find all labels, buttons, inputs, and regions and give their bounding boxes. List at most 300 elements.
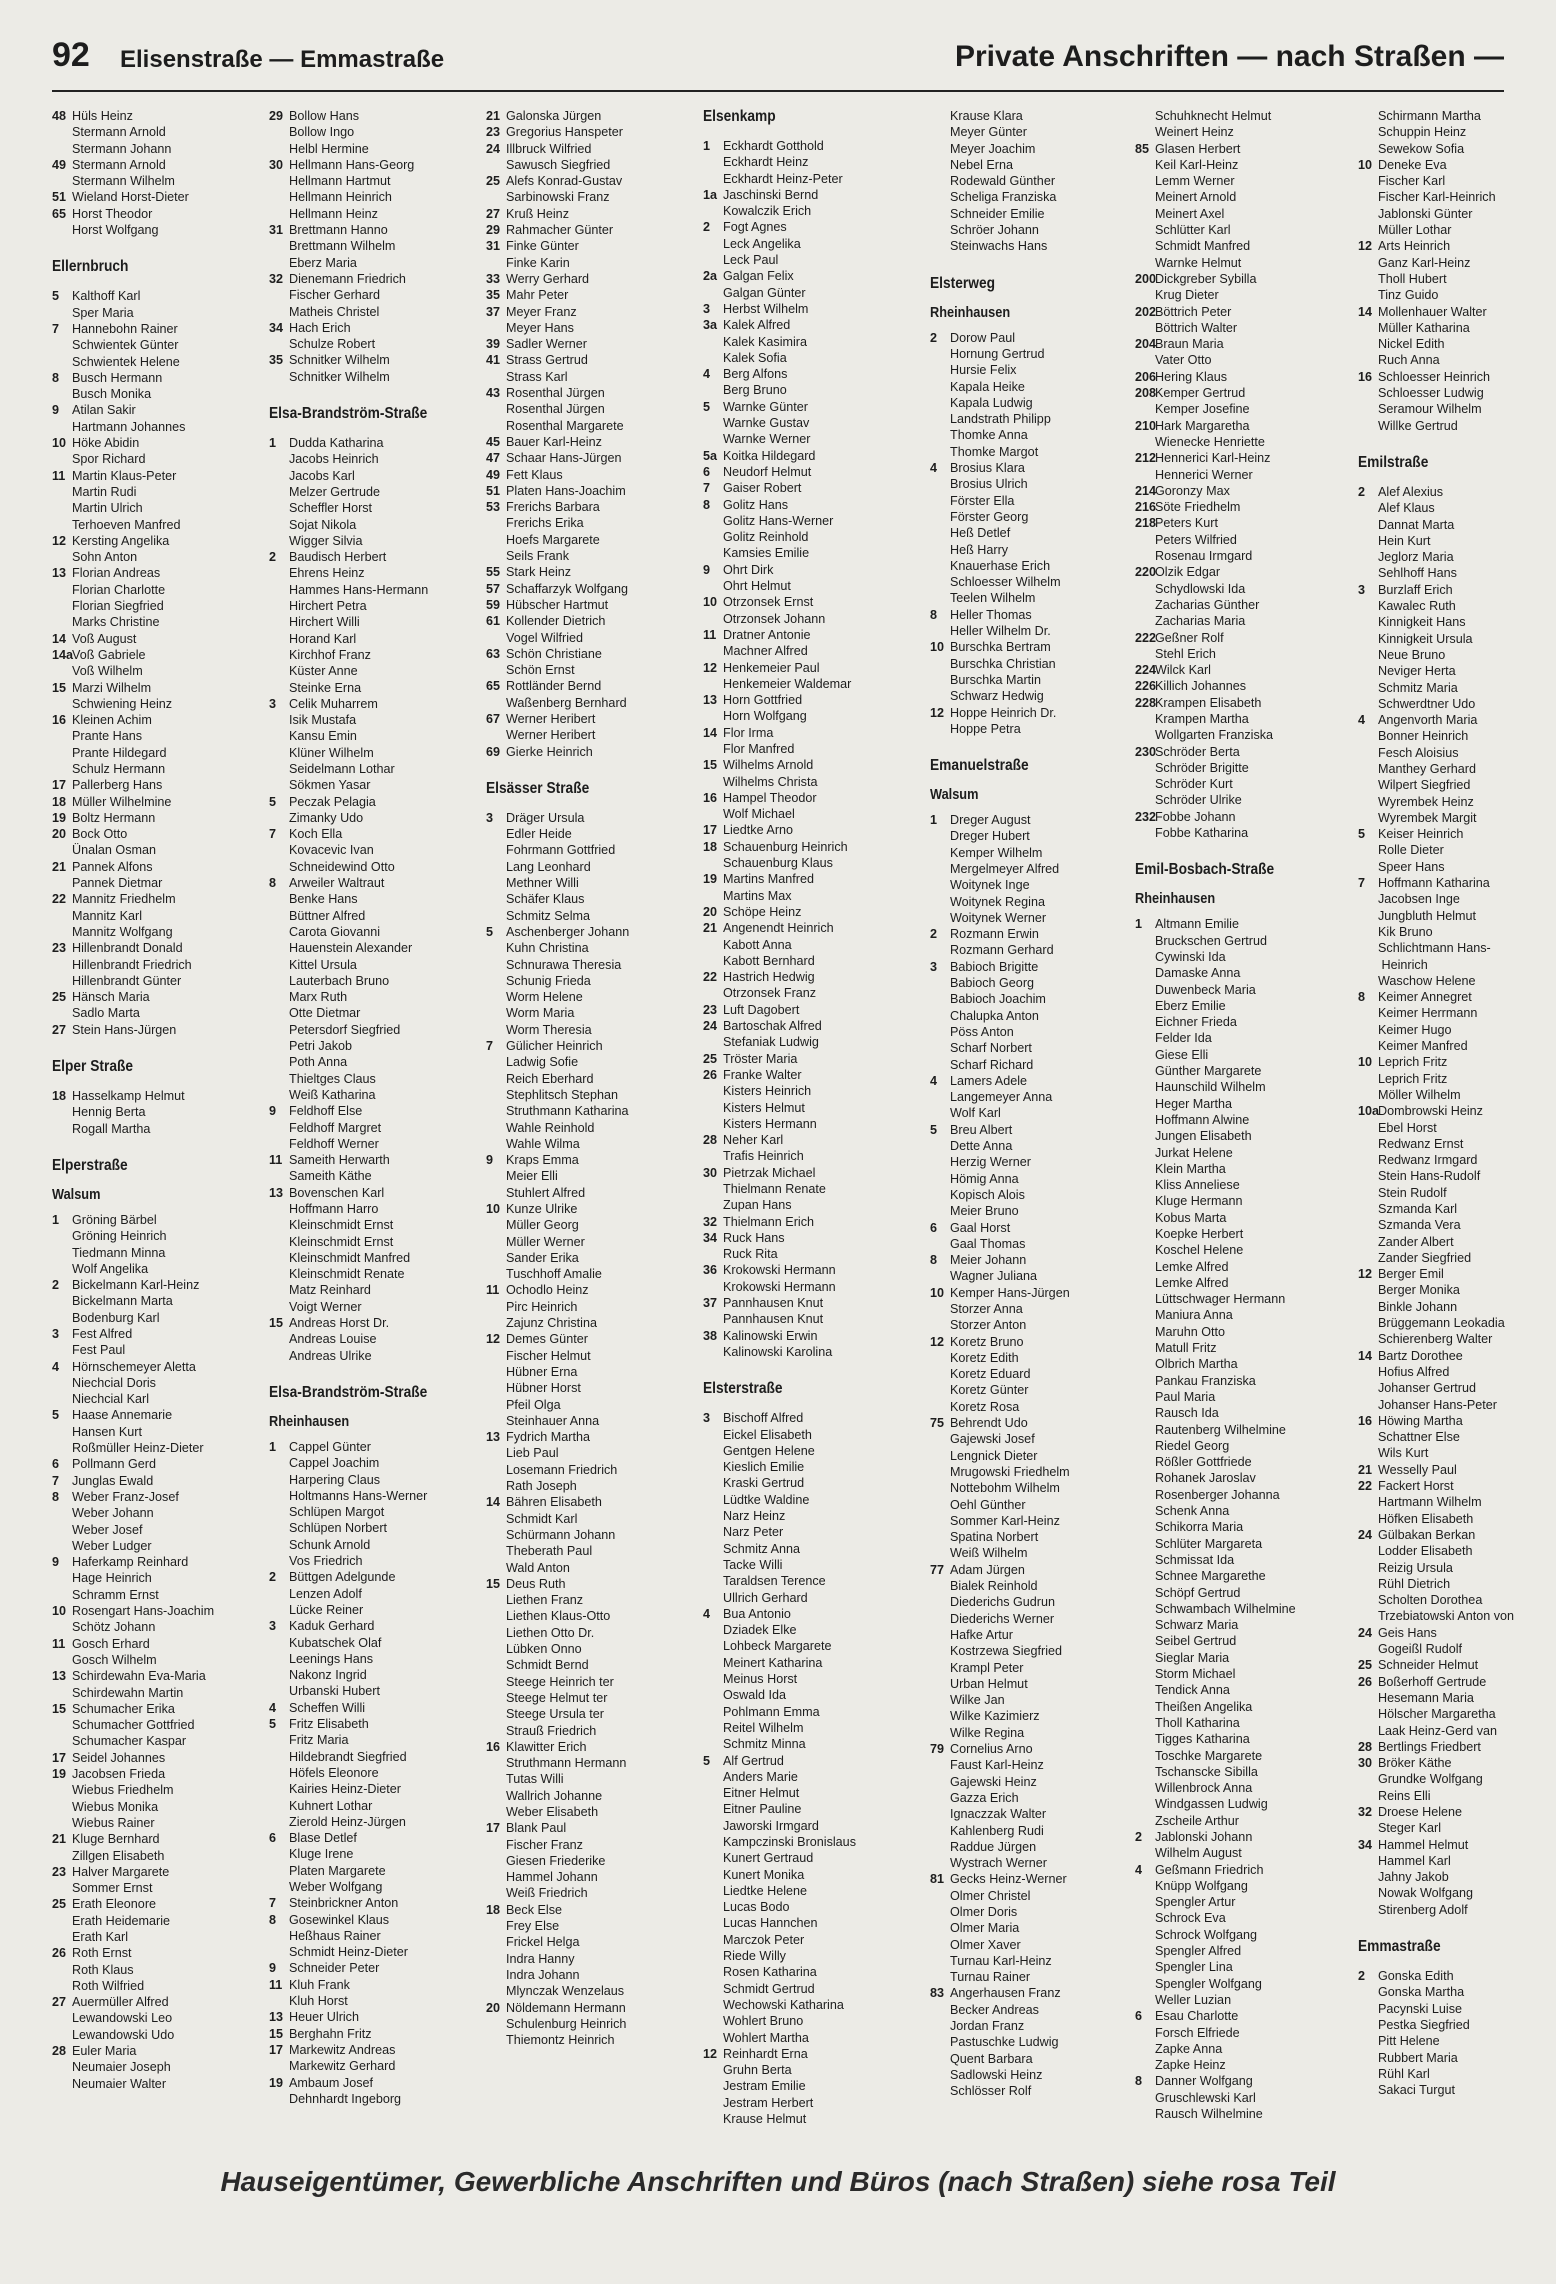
resident-entry	[52, 1326, 264, 1342]
house-number: 3	[703, 1411, 711, 1426]
resident-name: Eickel Elisabeth	[723, 1427, 812, 1442]
resident-entry	[1358, 336, 1518, 352]
resident-entry	[269, 517, 481, 533]
house-number: 32	[1358, 1804, 1373, 1819]
house-number: 16	[1358, 369, 1373, 384]
resident-name: Pfeil Olga	[506, 1397, 561, 1412]
resident-entry	[52, 370, 264, 386]
resident-entry	[1135, 320, 1347, 336]
resident-entry	[703, 464, 915, 480]
resident-entry	[486, 532, 698, 548]
resident-name: Scholten Dorothea	[1378, 1593, 1483, 1608]
resident-entry	[269, 173, 481, 189]
house-number: 7	[52, 1473, 60, 1488]
resident-entry	[703, 1753, 915, 1769]
resident-entry	[1358, 1820, 1518, 1836]
resident-name: Vater Otto	[1155, 353, 1212, 368]
resident-name: Hage Heinrich	[72, 1571, 152, 1586]
resident-entry	[269, 1618, 481, 1634]
resident-name: Dorow Paul	[950, 330, 1016, 345]
resident-entry	[930, 427, 1142, 443]
house-number: 10	[703, 595, 718, 610]
resident-name: Quent Barbara	[950, 2051, 1033, 2066]
resident-name: Wilck Karl	[1155, 663, 1211, 678]
house-number: 36	[703, 1263, 718, 1278]
resident-entry	[1135, 173, 1347, 189]
resident-name: Jungen Elisabeth	[1155, 1129, 1252, 1144]
resident-entry	[1135, 1030, 1347, 1046]
resident-entry	[1135, 222, 1347, 238]
resident-entry	[486, 255, 698, 271]
resident-name: Strass Karl	[506, 369, 568, 384]
resident-name: Rosenau Irmgard	[1155, 549, 1253, 564]
resident-entry	[269, 663, 481, 679]
resident-name: Angenvorth Maria	[1378, 713, 1478, 728]
resident-entry	[1358, 712, 1518, 728]
resident-name: Büttner Alfred	[289, 908, 366, 923]
resident-entry	[1358, 1364, 1518, 1380]
resident-entry	[52, 1277, 264, 1293]
resident-entry	[703, 757, 915, 773]
resident-entry	[486, 1723, 698, 1739]
resident-entry	[269, 1299, 481, 1315]
resident-entry	[1135, 2025, 1347, 2041]
resident-name: Weiß Friedrich	[506, 1886, 588, 1901]
resident-entry	[930, 590, 1142, 606]
resident-entry	[703, 594, 915, 610]
resident-name: Rühl Karl	[1378, 2066, 1430, 2081]
resident-entry	[1358, 989, 1518, 1005]
resident-entry	[703, 1492, 915, 1508]
resident-entry	[703, 806, 915, 822]
resident-entry	[930, 1122, 1142, 1138]
house-number: 25	[486, 174, 501, 189]
resident-entry	[52, 924, 264, 940]
resident-name: Rath Joseph	[506, 1479, 577, 1494]
resident-name: Olmer Doris	[950, 1904, 1018, 1919]
resident-entry	[703, 1948, 915, 1964]
resident-name: Forsch Elfriede	[1155, 2025, 1240, 2040]
house-number: 20	[703, 904, 718, 919]
resident-name: Steege Ursula ter	[506, 1707, 605, 1722]
resident-name: Meier Elli	[506, 1169, 558, 1184]
resident-name: Aschenberger Johann	[506, 924, 630, 939]
resident-entry	[269, 2009, 481, 2025]
resident-name: Schmidt Heinz-Dieter	[289, 1945, 408, 1960]
resident-name: Meinus Horst	[723, 1672, 798, 1687]
resident-name: Lieb Paul	[506, 1446, 559, 1461]
resident-name: Horand Karl	[289, 631, 357, 646]
resident-name: Leck Angelika	[723, 236, 801, 251]
house-number: 16	[703, 790, 718, 805]
resident-entry	[1135, 1096, 1347, 1112]
resident-entry	[269, 565, 481, 581]
resident-entry	[930, 845, 1142, 861]
resident-entry	[703, 839, 915, 855]
house-number: 14	[703, 725, 718, 740]
resident-entry	[703, 953, 915, 969]
house-number: 19	[703, 872, 718, 887]
resident-entry	[703, 1427, 915, 1443]
resident-name: Schwiening Heinz	[72, 696, 173, 711]
resident-entry	[269, 1912, 481, 1928]
resident-entry	[1358, 1234, 1518, 1250]
resident-entry	[703, 1606, 915, 1622]
resident-entry	[930, 672, 1142, 688]
resident-name: Kittel Ursula	[289, 957, 357, 972]
house-number: 8	[52, 370, 60, 385]
resident-entry	[269, 255, 481, 271]
house-number: 15	[269, 2026, 284, 2041]
resident-entry	[1358, 124, 1518, 140]
resident-entry	[486, 1413, 698, 1429]
house-number: 230	[1135, 744, 1157, 759]
resident-entry	[52, 1261, 264, 1277]
resident-name: Spor Richard	[72, 452, 146, 467]
resident-entry	[486, 1918, 698, 1934]
resident-name: Brettmann Wilhelm	[289, 239, 396, 254]
resident-name: Trzebiatowski Anton von	[1378, 1609, 1515, 1624]
resident-entry	[1135, 792, 1347, 808]
resident-entry	[703, 790, 915, 806]
page-range-title: Elisenstraße — Emmastraße	[120, 46, 445, 73]
resident-entry	[52, 517, 264, 533]
house-number: 33	[486, 271, 501, 286]
resident-name: Eberz Emilie	[1155, 998, 1226, 1013]
resident-name: Steinbrickner Anton	[289, 1896, 399, 1911]
resident-name: Steege Helmut ter	[506, 1690, 608, 1705]
resident-name: Koepke Herbert	[1155, 1227, 1244, 1241]
house-number: 6	[703, 464, 711, 479]
resident-entry	[1135, 949, 1347, 965]
resident-name: Reizig Ursula	[1378, 1560, 1453, 1575]
house-number: 2	[52, 1278, 60, 1293]
resident-name: Losemann Friedrich	[506, 1462, 618, 1477]
resident-name: Kruß Heinz	[506, 206, 569, 221]
resident-name: Hirchert Willi	[289, 615, 360, 630]
resident-entry	[269, 875, 481, 891]
resident-name: Wilke Kazimierz	[950, 1709, 1040, 1724]
resident-entry	[486, 1592, 698, 1608]
resident-entry	[486, 989, 698, 1005]
resident-entry	[1135, 711, 1347, 727]
resident-name: Vos Friedrich	[289, 1554, 363, 1569]
resident-name: Sadler Werner	[506, 337, 587, 352]
resident-name: Benke Hans	[289, 892, 358, 907]
resident-name: Tutas Willi	[506, 1772, 564, 1787]
resident-name: Rausch Ida	[1155, 1406, 1219, 1421]
resident-name: Felder Ida	[1155, 1031, 1212, 1046]
resident-entry	[930, 1937, 1142, 1953]
resident-entry	[1135, 1927, 1347, 1943]
resident-entry	[52, 1228, 264, 1244]
resident-entry	[52, 1375, 264, 1391]
resident-name: Neumaier Joseph	[72, 2060, 171, 2075]
resident-name: Koretz Edith	[950, 1350, 1019, 1365]
resident-name: Böttrich Walter	[1155, 320, 1238, 335]
resident-entry	[486, 515, 698, 531]
house-number: 21	[1358, 1462, 1373, 1477]
house-number: 7	[269, 827, 277, 842]
resident-entry	[703, 1720, 915, 1736]
resident-entry	[486, 1885, 698, 1901]
resident-name: Hömig Anna	[950, 1171, 1019, 1186]
resident-entry	[1135, 662, 1347, 678]
resident-entry	[930, 2034, 1142, 2050]
column-4	[703, 108, 915, 2138]
resident-entry	[269, 320, 481, 336]
resident-entry	[486, 1902, 698, 1918]
resident-entry	[486, 1657, 698, 1673]
resident-name: Oehl Günther	[950, 1497, 1026, 1512]
house-number: 15	[52, 1701, 67, 1716]
house-number: 4	[703, 1606, 711, 1621]
resident-entry	[269, 352, 481, 368]
resident-entry	[1358, 1968, 1518, 1984]
resident-name: Bock Otto	[72, 827, 128, 842]
house-number: 25	[703, 1051, 718, 1066]
resident-name: Lohbeck Margarete	[723, 1639, 832, 1654]
resident-name: Gajewski Heinz	[950, 1774, 1037, 1789]
resident-entry	[1358, 141, 1518, 157]
resident-entry	[486, 1625, 698, 1641]
resident-entry	[1358, 1723, 1518, 1739]
resident-name: Voß August	[72, 631, 137, 646]
resident-name: Schirdewahn Eva-Maria	[72, 1669, 206, 1684]
resident-name: Schumacher Erika	[72, 1701, 175, 1716]
resident-entry	[52, 989, 264, 1005]
house-number: 10	[1358, 157, 1373, 172]
resident-entry	[703, 774, 915, 790]
resident-name: Liethen Otto Dr.	[506, 1625, 595, 1640]
house-number: 2	[1135, 1829, 1143, 1844]
resident-name: Glasen Herbert	[1155, 141, 1241, 156]
resident-name: Neher Karl	[723, 1133, 784, 1148]
house-number: 1	[269, 436, 277, 451]
resident-name: Thomke Margot	[950, 444, 1039, 459]
house-number: 2	[1358, 484, 1366, 499]
resident-entry	[52, 337, 264, 353]
resident-name: Berghahn Fritz	[289, 2026, 372, 2041]
resident-name: Kirchhof Franz	[289, 647, 371, 662]
resident-entry	[486, 483, 698, 499]
resident-entry	[1135, 982, 1347, 998]
resident-name: Killich Johannes	[1155, 679, 1247, 694]
resident-entry	[1358, 777, 1518, 793]
resident-entry	[486, 597, 698, 613]
resident-name: Tacke Willi	[723, 1557, 783, 1572]
resident-name: Zupan Hans	[723, 1198, 792, 1213]
resident-entry	[52, 631, 264, 647]
resident-name: Storzer Anton	[950, 1318, 1027, 1333]
resident-name: Isik Mustafa	[289, 713, 357, 728]
resident-entry	[486, 320, 698, 336]
resident-name: Fett Klaus	[506, 467, 563, 482]
resident-name: Boltz Hermann	[72, 810, 156, 825]
resident-entry	[703, 448, 915, 464]
resident-entry	[1135, 1992, 1347, 2008]
resident-name: Berger Monika	[1378, 1283, 1460, 1298]
resident-entry	[930, 1513, 1142, 1529]
resident-entry	[703, 969, 915, 985]
resident-entry	[269, 1168, 481, 1184]
house-number: 30	[1358, 1756, 1373, 1771]
resident-name: Fischer Franz	[506, 1837, 583, 1852]
resident-name: Stein Hans-Rudolf	[1378, 1169, 1481, 1184]
resident-name: Fischer Karl-Heinrich	[1378, 190, 1496, 205]
resident-name: Taraldsen Terence	[723, 1574, 826, 1589]
resident-name: Hammel Helmut	[1378, 1837, 1469, 1852]
resident-name: Flor Manfred	[723, 741, 795, 756]
resident-entry	[703, 497, 915, 513]
resident-entry	[486, 908, 698, 924]
resident-name: Illbruck Wilfried	[506, 141, 592, 156]
house-number: 8	[269, 1912, 277, 1927]
resident-entry	[52, 435, 264, 451]
house-number: 7	[486, 1039, 494, 1054]
resident-name: Schröder Kurt	[1155, 777, 1233, 792]
resident-entry	[930, 688, 1142, 704]
resident-entry	[1358, 1136, 1518, 1152]
resident-name: Arts Heinrich	[1378, 239, 1451, 254]
house-number: 12	[52, 533, 67, 548]
house-number: 24	[1358, 1625, 1373, 1640]
resident-entry	[1358, 696, 1518, 712]
resident-name: Kamsies Emilie	[723, 546, 810, 561]
resident-entry	[1358, 1902, 1518, 1918]
resident-name: Galgan Felix	[723, 269, 794, 284]
resident-entry	[486, 1527, 698, 1543]
resident-entry	[1358, 352, 1518, 368]
resident-name: Gülbakan Berkan	[1378, 1527, 1476, 1542]
resident-entry	[930, 1871, 1142, 1887]
resident-name: Schötz Johann	[72, 1620, 156, 1635]
resident-entry	[486, 842, 698, 858]
resident-entry	[269, 271, 481, 287]
resident-entry	[269, 614, 481, 630]
resident-entry	[486, 1397, 698, 1413]
resident-name: Bonner Heinrich	[1378, 729, 1469, 744]
resident-entry	[930, 1105, 1142, 1121]
resident-name: Fobbe Johann	[1155, 809, 1236, 824]
resident-entry	[703, 1524, 915, 1540]
resident-entry	[703, 1883, 915, 1899]
resident-entry	[52, 1104, 264, 1120]
resident-entry	[703, 1638, 915, 1654]
resident-entry	[1135, 2073, 1347, 2089]
resident-entry	[1358, 1413, 1518, 1429]
house-number: 79	[930, 1742, 945, 1757]
resident-name: Fischer Gerhard	[289, 288, 380, 303]
resident-entry	[930, 1203, 1142, 1219]
resident-name: Schumacher Kaspar	[72, 1734, 187, 1749]
house-number: 48	[52, 109, 67, 123]
house-number: 4	[52, 1359, 60, 1374]
resident-name: Schwientek Helene	[72, 354, 180, 369]
resident-entry	[930, 206, 1142, 222]
resident-entry	[1358, 1315, 1518, 1331]
resident-name: Pannhausen Knut	[723, 1312, 824, 1327]
resident-entry	[1358, 940, 1518, 956]
resident-name: Müller Georg	[506, 1218, 579, 1233]
house-number: 11	[703, 627, 717, 642]
resident-name: Sadlowski Heinz	[950, 2067, 1043, 2082]
resident-entry	[52, 1342, 264, 1358]
resident-entry	[486, 1380, 698, 1396]
resident-name: Hoppe Heinrich Dr.	[950, 705, 1057, 720]
resident-name: Anders Marie	[723, 1769, 798, 1784]
resident-entry	[1135, 287, 1347, 303]
resident-name: Hildebrandt Siegfried	[289, 1749, 407, 1764]
resident-entry	[930, 238, 1142, 254]
resident-name: Hillenbrandt Friedrich	[72, 957, 192, 972]
resident-name: Flor Irma	[723, 725, 774, 740]
resident-name: Teelen Wilhelm	[950, 591, 1036, 606]
resident-entry	[52, 124, 264, 140]
page-number: 92	[52, 36, 90, 74]
resident-name: Koschel Helene	[1155, 1243, 1244, 1258]
house-number: 222	[1135, 630, 1157, 645]
resident-name: Scharf Norbert	[950, 1041, 1032, 1056]
resident-name: Liethen Klaus-Otto	[506, 1609, 611, 1624]
resident-name: Ohrt Dirk	[723, 562, 774, 577]
resident-entry	[269, 1846, 481, 1862]
resident-entry	[486, 810, 698, 826]
resident-entry	[486, 401, 698, 417]
resident-entry	[269, 777, 481, 793]
resident-entry	[1358, 924, 1518, 940]
resident-entry	[1358, 369, 1518, 385]
resident-entry	[486, 418, 698, 434]
resident-name: Wechowski Katharina	[723, 1997, 844, 2012]
resident-name: Kunert Gertraud	[723, 1851, 814, 1866]
resident-entry	[52, 565, 264, 581]
resident-name: Indra Hanny	[506, 1951, 575, 1966]
house-number: 23	[52, 1864, 67, 1879]
resident-entry	[52, 1212, 264, 1228]
resident-entry	[1135, 532, 1347, 548]
house-number: 37	[486, 304, 501, 319]
resident-name: Eberz Maria	[289, 255, 357, 270]
resident-name: Ambaum Josef	[289, 2075, 373, 2090]
resident-entry	[703, 871, 915, 887]
resident-name: Hübner Horst	[506, 1381, 581, 1396]
house-number: 28	[52, 2044, 67, 2059]
resident-name: Ganz Karl-Heinz	[1378, 255, 1471, 270]
resident-name: Schäfer Klaus	[506, 892, 585, 907]
resident-entry	[1358, 108, 1518, 124]
resident-name: Martin Ulrich	[72, 501, 143, 516]
resident-entry	[486, 124, 698, 140]
resident-name: Lewandowski Leo	[72, 2011, 173, 2026]
resident-entry	[486, 1103, 698, 1119]
house-number: 32	[703, 1214, 718, 1229]
resident-name: Heller Thomas	[950, 607, 1032, 622]
resident-name: Gierke Heinrich	[506, 744, 593, 759]
resident-name: Weber Wolfgang	[289, 1879, 383, 1894]
resident-entry	[1135, 385, 1347, 401]
resident-name: Weber Ludger	[72, 1538, 152, 1553]
resident-entry	[1358, 1641, 1518, 1657]
resident-entry	[52, 1554, 264, 1570]
resident-name: Frerichs Barbara	[506, 500, 600, 515]
resident-entry	[1358, 875, 1518, 891]
resident-entry	[703, 480, 915, 496]
resident-name: Prante Hans	[72, 729, 143, 744]
resident-entry	[703, 1557, 915, 1573]
resident-entry	[269, 2042, 481, 2058]
resident-entry	[486, 630, 698, 646]
